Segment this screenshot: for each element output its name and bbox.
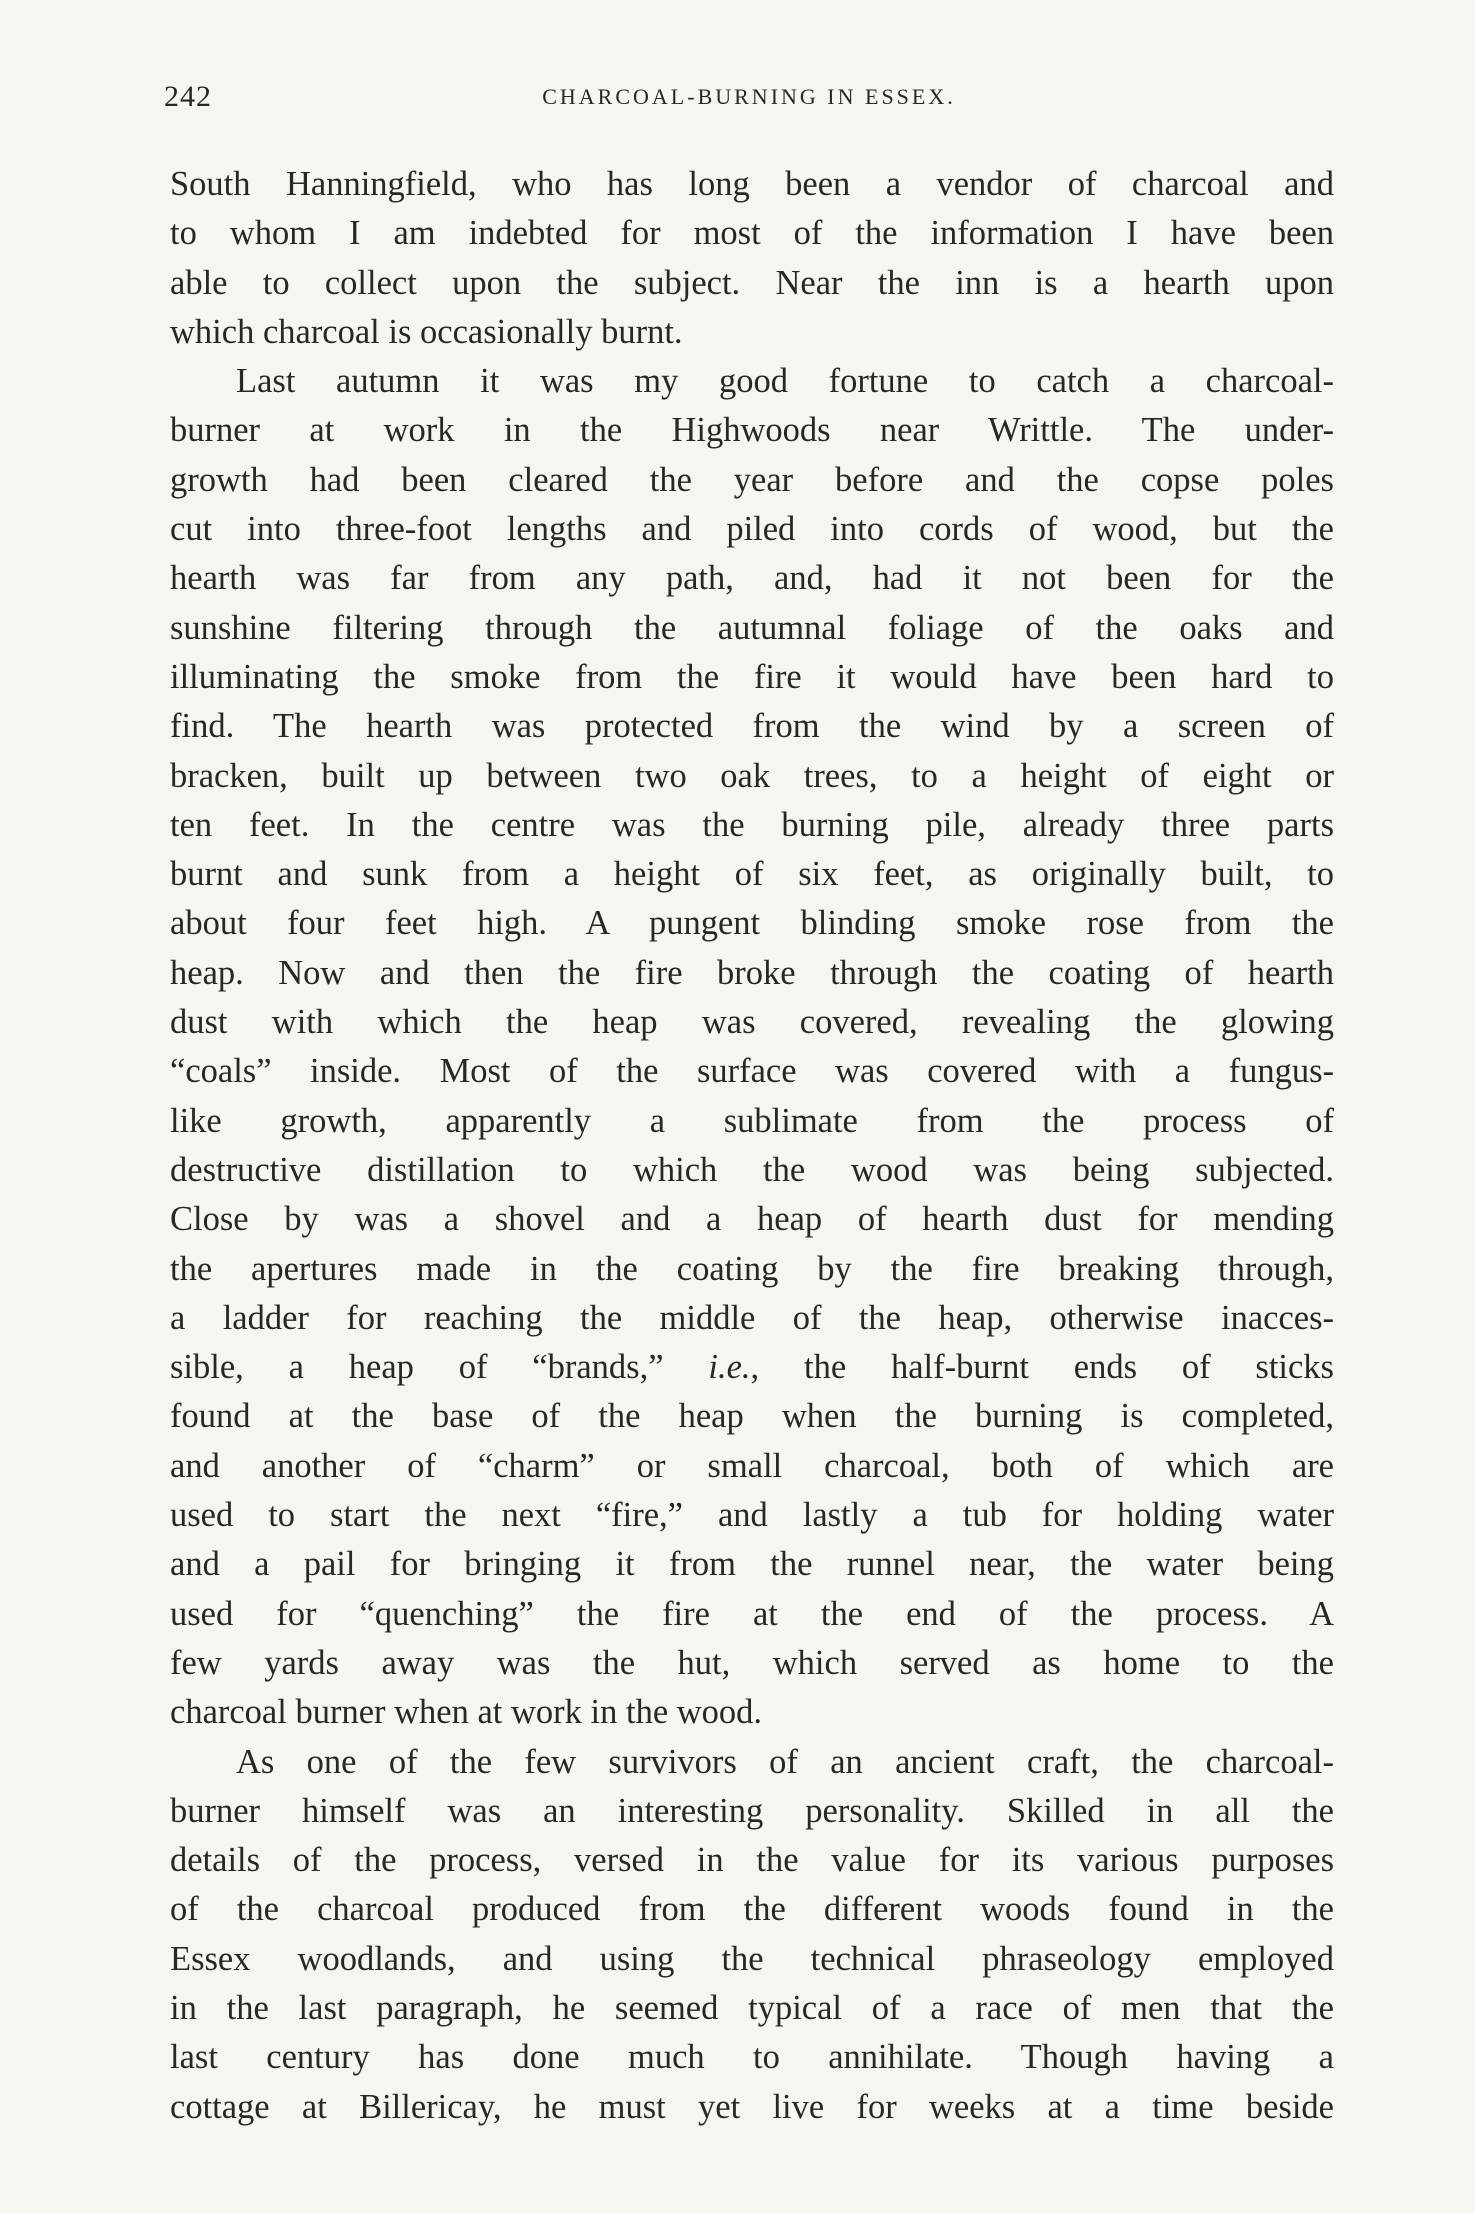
text-line: like growth, apparently a sublimate from the process of: [170, 1101, 1334, 1140]
paragraph: [170, 1738, 1334, 2132]
running-title: CHARCOAL-BURNING IN ESSEX.: [542, 84, 956, 109]
text-line: heap. Now and then the fire broke through the coating of hearth: [170, 953, 1334, 992]
text-line: sunshine filtering through the autumnal foliage of the oaks and: [170, 608, 1334, 647]
text-line: of the charcoal produced from the different woods found in the: [170, 1890, 1334, 1929]
text-line: Last autumn it was my good fortune to catch a charcoal-: [236, 362, 1334, 401]
text-line: the apertures made in the coating by the fire breaking through,: [170, 1249, 1334, 1288]
paragraph: [170, 357, 1334, 1737]
text-line: last century has done much to annihilate. Though having a: [170, 2038, 1334, 2077]
text-line: a ladder for reaching the middle of the heap, otherwise inacces-: [170, 1298, 1334, 1337]
running-head: [164, 80, 1334, 120]
text-line: used for “quenching” the fire at the end of the process. A: [170, 1594, 1334, 1633]
italic-abbreviation: i.e.: [708, 1348, 751, 1387]
text-line: Essex woodlands, and using the technical phraseology employed: [170, 1939, 1334, 1978]
text-line: and a pail for bringing it from the runnel near, the water being: [170, 1545, 1334, 1584]
text-line: few yards away was the hut, which served as home to the: [170, 1643, 1334, 1682]
text-line: South Hanningfield, who has long been a vendor of charcoal and: [170, 165, 1334, 203]
text-line: “coals” inside. Most of the surface was covered with a fungus-: [170, 1052, 1334, 1091]
text-line: hearth was far from any path, and, had it not been for the: [170, 559, 1334, 598]
text-line: burnt and sunk from a height of six feet, as originally built, to: [170, 855, 1334, 894]
text-line: dust with which the heap was covered, revealing the glowing: [170, 1003, 1334, 1042]
body-text: [170, 160, 1334, 2132]
text-line: sible, a heap of “brands,” i.e., the half-burnt ends of sticks: [170, 1348, 1334, 1387]
text-line: able to collect upon the subject. Near the inn is a hearth upon: [170, 263, 1334, 302]
text-line: and another of “charm” or small charcoal, both of which are: [170, 1446, 1334, 1485]
text-line: charcoal burner when at work in the wood.: [170, 1693, 763, 1732]
text-line: find. The hearth was protected from the wind by a screen of: [170, 707, 1334, 746]
text-line: Close by was a shovel and a heap of hearth dust for mending: [170, 1200, 1334, 1239]
text-line: burner at work in the Highwoods near Writtle. The under-: [170, 411, 1334, 450]
text-line: to whom I am indebted for most of the information I have been: [170, 214, 1334, 253]
text-line: cottage at Billericay, he must yet live for weeks at a time beside: [170, 2087, 1334, 2126]
text-line: which charcoal is occasionally burnt.: [170, 312, 683, 351]
text-line: in the last paragraph, he seemed typical of a race of men that the: [170, 1988, 1334, 2027]
text-line: cut into three-foot lengths and piled into cords of wood, but the: [170, 510, 1334, 549]
text-line: used to start the next “fire,” and lastly a tub for holding water: [170, 1496, 1334, 1535]
text-line: burner himself was an interesting personality. Skilled in all the: [170, 1791, 1334, 1830]
text-line: destructive distillation to which the wood was being subjected.: [170, 1150, 1334, 1189]
text-line: bracken, built up between two oak trees, to a height of eight or: [170, 756, 1334, 795]
page-number: 242: [164, 80, 212, 113]
text-line: about four feet high. A pungent blinding smoke rose from the: [170, 904, 1334, 943]
text-line: growth had been cleared the year before and the copse poles: [170, 460, 1334, 499]
text-line: illuminating the smoke from the fire it would have been hard to: [170, 657, 1334, 696]
text-line: found at the base of the heap when the burning is completed,: [170, 1397, 1334, 1436]
text-line: ten feet. In the centre was the burning pile, already three parts: [170, 805, 1334, 844]
text-line: details of the process, versed in the value for its various purposes: [170, 1841, 1334, 1880]
text-line: As one of the few survivors of an ancient craft, the charcoal-: [236, 1742, 1334, 1781]
paragraph: [170, 160, 1334, 357]
